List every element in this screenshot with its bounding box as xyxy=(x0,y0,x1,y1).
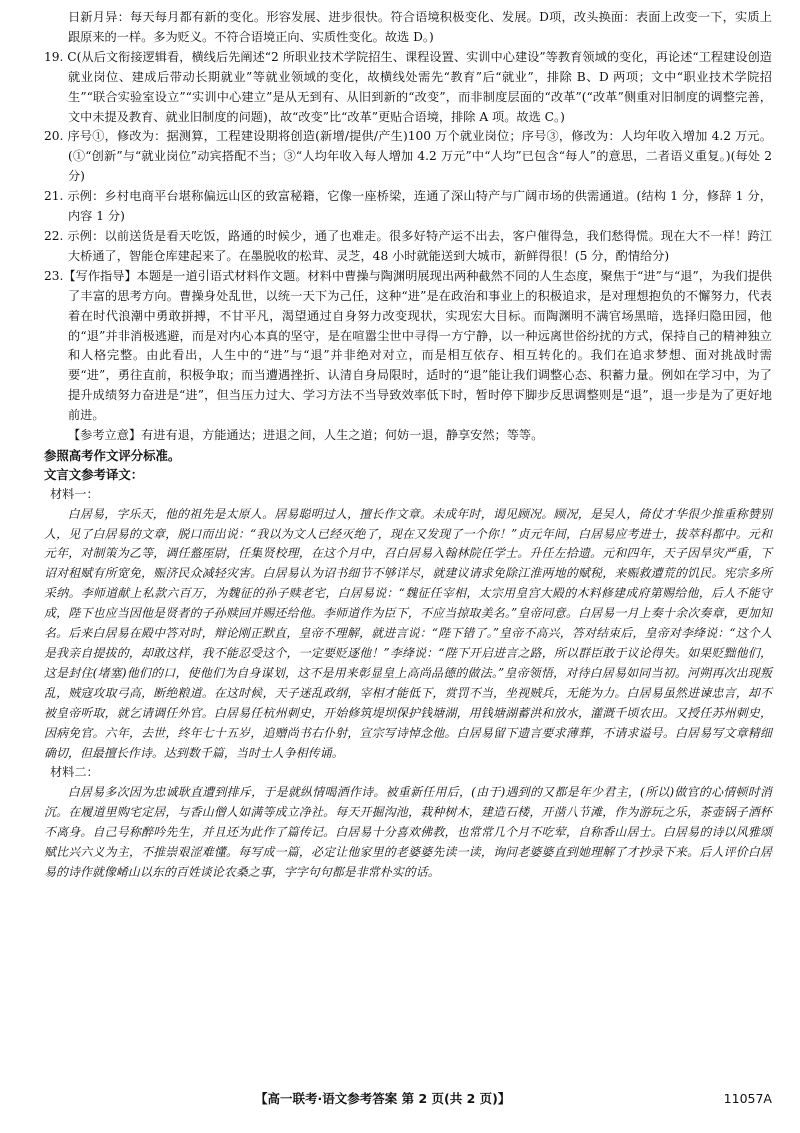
answer-21: 21. 示例：乡村电商平台堪称偏远山区的致富秘籍，它像一座桥梁，连通了深山特产与广阔市场的供需通道。(结构 1 分，修辞 1 分，内容 1 分) xyxy=(44,189,772,224)
material-1-translation: 白居易，字乐天，他的祖先是太原人。居易聪明过人，擅长作文章。未成年时，谒见顾况。顾况，是吴人，倚仗才华很少推重称赞别人，见了白居易的文章，脱口而出说：“我以为文人已经灭绝了，现在又发现了一个你！”贞元年间，白居易应考进士，拔萃科都中。元和元年，对制策为乙等，调任盩厔尉，任集贤校理，在这个月中，召白居易入翰林院任学士。升任左拾遗。元和四年，天子因旱灾严重，下诏对租赋有所宽免，赈济民众减轻灾害。白居易认为诏书细节不够详尽，就建议请求免除江淮两地的赋税，来赈救遭荒的饥民。宪宗多所采纳。李师道献上私款六百万，为魏征的孙子赎老宅，白居易说：“魏征任宰相，太宗用皇宫大殿的木料修建成府第赐给他，后人不能守成，陛下也应当因他是贤者的子孙赎回并赐还给他。李师道作为臣下，不应当掠取美名。”皇帝同意。白居易一月上奏十余次奏章，更加知名。后来白居易在殿中答对时，辩论刚正默直，皇帝不理解，就进言说：“陛下错了。”皇帝不高兴，答对结束后，皇帝对李绛说：“这个人是我亲自提拔的，却敢这样，我不能忍受这个，一定要贬逐他！”李绛说：“陛下开启进言之路，所以群臣敢于议论得失。如果贬黜他们，这是封住(堵塞)他们的口，使他们为自身谋划，这不是用来彰显皇上高尚品德的做法。”皇帝领悟，对待白居易如同当初。河朔再次出现叛乱，贼寇攻取弓高，断绝粮道。在这时候，天子迷乱政纲，宰相才能低下，赏罚不当，坐视贼兵，无能为力。白居易虽然进谏忠言，却不被皇帝听取，就乞请调任外官。白居易任杭州刺史，开始修筑堤坝保护钱塘湖，用钱塘湖蓄洪和放水，灌溉千顷农田。又授任苏州刺史，因病免官。六年，去世，终年七十五岁，追赠尚书右仆射，宣宗写诗悼念他。白居易留下遗言要求薄葬，不请求谥号。白居易写文章精细确切，但最擅长作诗。达到数千篇，当时士人争相传诵。 xyxy=(44,506,772,760)
answer-20: 20. 序号①，修改为：据测算，工程建设期将创造(新增/提供/产生)100 万个就业岗位；序号③，修改为：人均年收入增加 4.2 万元。(①“创新”与“就业岗位”动宾搭配不当；③“人均年收入每人增加 4.2 万元”中“人均”已包含“每人”的意思，二者语义重复。)(每处 2 分) xyxy=(44,129,772,184)
reference-themes: 【参考立意】有进有退，方能通达；进退之间，人生之道；何妨一退，静享安然；等等。 xyxy=(68,428,544,443)
answer-18-continuation: 日新月异：每天每月都有新的变化。形容发展、进步很快。符合语境积极变化、发展。D项，改头换面：表面上改变一下，实质上跟原来的一样。多为贬义。不符合语境正向、实质性变化。故选 D。) xyxy=(68,10,772,44)
footer-code: 11057A xyxy=(723,1091,772,1106)
footer-title: 【高一联考·语文参考答案 第 2 页(共 2 页)】 xyxy=(255,1091,511,1106)
answer-19: 19. C(从后文衔接逻辑看，横线后先阐述“2 所职业技术学院招生、课程设置、实训中心建设”等教育领域的变化，再论述“工程建设创造就业岗位、建成后带动长期就业”等就业领域的变化，故横线处需先“教育”后“就业”，排除 B、D 两项；文中“职业技术学院招生”“联合实验室设立”“实训中心建立”是从无到有、从旧到新的“改变”，而非制度层面的“改革”(“改革”侧重对旧制度的调整完善，文中未提及教育、就业旧制度的问题)，故“改变”比“改革”更贴合语境，排除 A 项。故选 C。) xyxy=(44,49,772,124)
essay-standard-heading: 参照高考作文评分标准。 xyxy=(44,447,181,463)
material-2-label: 材料二： xyxy=(50,765,99,780)
answer-22: 22. 示例：以前送货是看天吃饭，路通的时候少，通了也难走。很多好特产运不出去，客户催得急，我们愁得慌。现在大不一样！跨江大桥通了，智能仓库建起来了。在墨脱收的松茸、灵芝，48 小时就能送到大城市，新鲜得很！(5 分，酌情给分) xyxy=(44,228,772,263)
page-footer xyxy=(0,1089,800,1109)
material-1-label: 材料一： xyxy=(50,486,99,501)
material-2-translation: 白居易多次因为忠诚耿直遭到排斥，于是就纵情喝酒作诗。被重新任用后，(由于)遇到的又都是年少君主，(所以)做官的心情顿时消沉。在履道里购宅定居，与香山僧人如满等成立净社。每天开掘沟池，栽种树木，建造石楼，开凿八节滩，作为游玩之乐，茶壶锅子酒杯不离身。自己号称醉吟先生，并且还为此作了篇传记。白居易十分喜欢佛教，也常常几个月不吃荤，自称香山居士。白居易的诗以风雅颂赋比兴六义为主，不推崇艰涩难懂。每写成一篇，必定让他家里的老婆婆先读一读，询问老婆婆直到她理解了才抄录下来。后人评价白居易的诗作就像崤山以东的百姓谈论农桑之事，字字句句都是非常朴实的话。 xyxy=(44,785,772,879)
answer-23: 23.【写作指导】本题是一道引语式材料作文题。材料中曹操与陶渊明展现出两种截然不同的人生态度，聚焦于“进”与“退”，为我们提供了丰富的思考方向。曹操身处乱世，以统一天下为己任，这种“进”是在政治和事业上的积极追求，是对理想抱负的不懈努力，代表着在时代浪潮中勇敢拼搏，不甘平凡，渴望通过自身努力改变现状，实现宏大目标。而陶渊明不满官场黑暗，选择归隐田园，他的“退”并非消极逃避，而是对内心本真的坚守，是在喧嚣尘世中寻得一方宁静，以一种远离世俗纷扰的方式，保持自己的精神独立和人格完整。由此看出，人生中的“进”与“退”并非绝对对立，而是相互依存、相互转化的。我们在追求梦想、面对挑战时需要“进”，勇往直前，积极争取；而当遭遇挫折、认清自身局限时，适时的“退”能让我们调整心态、积蓄力量。例如在学习中，为了提升成绩努力奋进是“进”，但当压力过大、学习方法不当导致效率低下时，暂时停下脚步反思调整则是“退”，退一步是为了更好地前进。 xyxy=(44,268,772,423)
translation-heading: 文言文参考译文： xyxy=(44,467,144,483)
